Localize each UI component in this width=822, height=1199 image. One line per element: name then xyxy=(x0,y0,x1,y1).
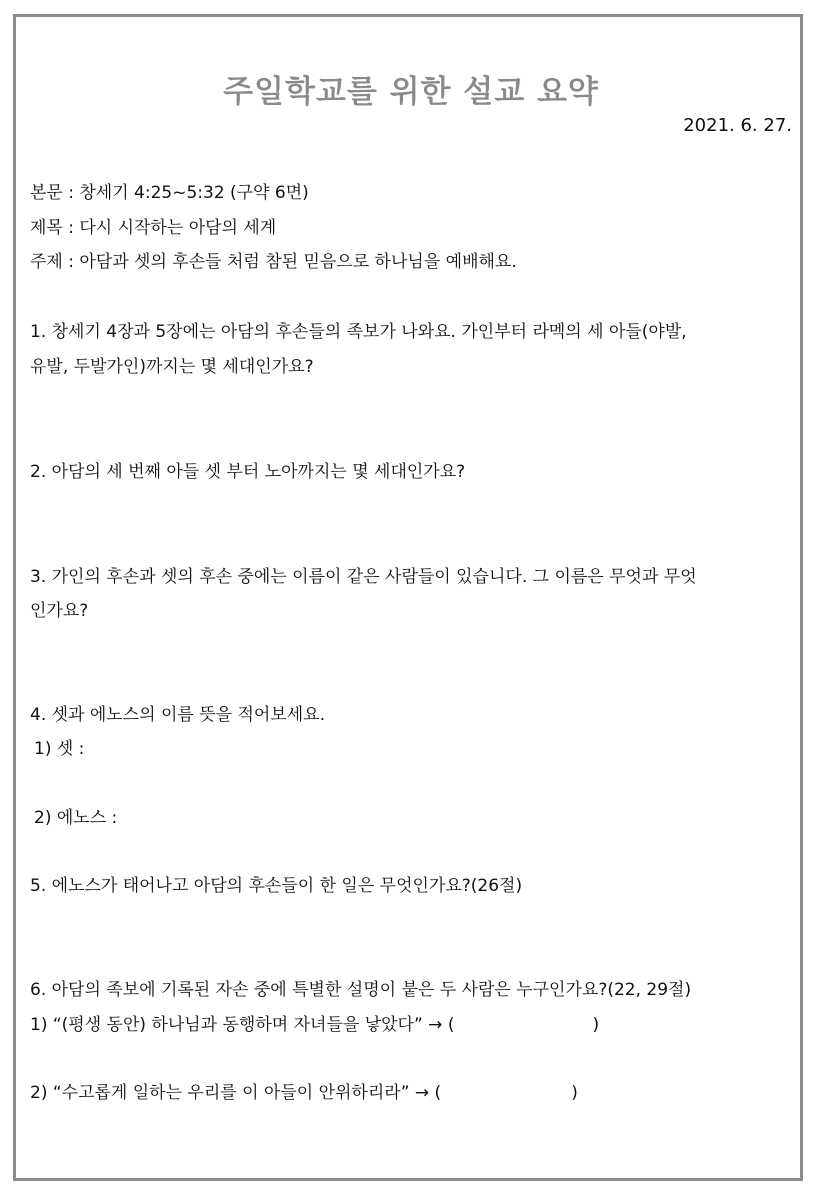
question-4-sub-1: 1) 셋 : xyxy=(34,739,85,759)
question-1-line-2: 유발, 두발가인)까지는 몇 세대인가요? xyxy=(30,357,314,377)
question-6-sub-1 xyxy=(30,1010,599,1035)
question-6-sub-2-text: 2) “수고롭게 일하는 우리를 이 아들이 안위하리라” → ( xyxy=(30,1083,442,1103)
scripture-reference: 본문 : 창세기 4:25~5:32 (구약 6면) xyxy=(30,183,309,203)
question-3-line-2: 인가요? xyxy=(30,601,89,621)
question-5: 5. 에노스가 태어나고 아담의 후손들이 한 일은 무엇인가요?(26절) xyxy=(30,876,523,896)
question-6-sub-2 xyxy=(30,1078,578,1103)
question-6-sub-1-text: 1) “(평생 동안) 하나님과 동행하며 자녀들을 낳았다” → ( xyxy=(30,1015,455,1035)
question-2: 2. 아담의 세 번째 아들 셋 부터 노아까지는 몇 세대인가요? xyxy=(30,462,466,482)
sermon-title: 제목 : 다시 시작하는 아담의 세계 xyxy=(30,218,277,238)
question-3-line-1: 3. 가인의 후손과 셋의 후손 중에는 이름이 같은 사람들이 있습니다. 그 이름은 무엇과 무엇 xyxy=(30,567,697,587)
page-title: 주일학교를 위한 설교 요약 xyxy=(223,74,599,110)
question-6-sub-2-close: ) xyxy=(571,1083,578,1103)
question-1-line-1: 1. 창세기 4장과 5장에는 아담의 후손들의 족보가 나와요. 가인부터 라멕의 세 아들(야발, xyxy=(30,322,687,342)
sermon-theme: 주제 : 아담과 셋의 후손들 처럼 참된 믿음으로 하나님을 예배해요. xyxy=(30,252,517,272)
question-6: 6. 아담의 족보에 기록된 자손 중에 특별한 설명이 붙은 두 사람은 누구인가요?(22, 29절) xyxy=(30,980,692,1000)
question-4: 4. 셋과 에노스의 이름 뜻을 적어보세요. xyxy=(30,705,325,725)
question-4-sub-2: 2) 에노스 : xyxy=(34,808,118,828)
date: 2021. 6. 27. xyxy=(683,115,792,136)
question-6-sub-1-close: ) xyxy=(592,1015,600,1035)
